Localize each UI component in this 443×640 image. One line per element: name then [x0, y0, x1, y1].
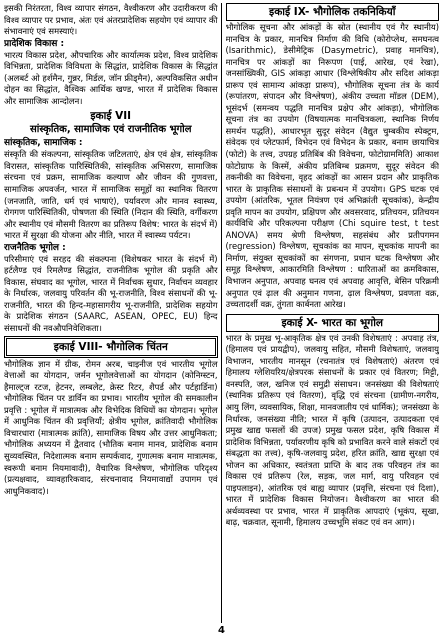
regional-planning-text: भारत्य विकास प्रदेश, औपचारिक और कार्यात्मक प्रदेश, विश्व प्रादेशिक विभिन्नता, प्रादेशिक विविधता के सिद्धांत, प्रादेशिक विकास के सिद्धांत (अलबर्ट ओ हर्शमैन, गुन्नर, मिर्डल, जॉन फ्रीड्मैन), अल्पविकसित अधीन दोहन का सिद्धांत, वैश्विक आर्थिक खण्ड, भारत में प्रादेशिक विकास और सामाजिक आन्दोलन। — [4, 49, 218, 106]
regional-planning-heading: प्रादेशिक विकास : — [4, 38, 65, 49]
unit-7-title: सांस्कृतिक, सामाजिक एवं राजनीतिक भूगोल — [29, 124, 192, 136]
unit-8-text: भौगोलिक ज्ञान में ग्रीक, रोमन अरब, चाइनीज एवं भारतीय भूगोल वेत्ताओं का योगदान, जर्मन भूगोलवेत्ताओं का योगदान (कोनिग्स्टन, हैमाल्ट्ज रटज, हेटनर, लम्बलेट, क्रेस्ट रिटर, शैपर्ड और पर्टहार्डिना) भौगोलिक चिंतन पर डार्विन का प्रभाव। भारतीय भूगोल की समकालीन प्रवृत्ति : भूगोल में मात्रात्मक और विभेदिक विधियों का योगदान। भूगोल में आधुनिक चिंतन की प्रवृत्तियाँ; क्षेत्रीय भूगोल, क्रांतिवादी भौगोलिक विचारधारा (मात्रात्मक क्रांति), सामाजिक विषय और उत्तर आधुनिकता; भौगोलिक अध्ययन में द्वैतवाद (भौतिक बनाम मानव, प्रादेशिक बनाम सुव्यवस्थित, निदेशात्मक बनाम सम्पर्कवाद, गुणात्मक बनाम मात्रात्मक, स्वरूपी बनाम नियमावादी), वैचारिक विश्लेषण, भौगोलिक परिदृश्य (प्रत्यक्षवाद, व्यावहारिकवाद, संरचनावाद नियमावाद्यों उपागम एवं आधुनिकवाद)। — [4, 358, 218, 496]
page-number: 4 — [218, 625, 225, 636]
unit-10-title: इकाई X- भारत का भूगोल — [226, 314, 440, 332]
cultural-social-heading: सांस्कृतिक, सामाजिक : — [4, 138, 83, 149]
intro-paragraph: इसकी निरंतरता, विश्व व्यापार संगठन, वैश्वीकरण और उदारीकरण की विश्व व्यापार पर प्रभाव, अंतः एवं अंतरप्रादेशिक सहयोग एवं व्यापार की संभावनाएं एवं समस्याएं। — [4, 3, 218, 37]
unit-10-text: भारत के प्रमुख भू-आकृतिक क्षेत्र एवं उनकी विशेषताएं : अपवाह तंत्र, (हिमालय एवं प्रायद्वीप), जलवायु सहित, मौसमी विशेषताएं, जलवायु विभाजन, भारतीय मानसून (रचनातंत्र एवं विशेषताएं) अंतरण एवं हिमालय ग्लेशियरिय/क्षेत्रपरक संसाधनों के प्रकार एवं वितरण; मिट्टी, वनस्पति, जल, खनिज एवं समुद्री संसाधन। जनसंख्या की विशेषताएं (स्थानिक प्रतिरूप एवं वितरण), वृद्धि एवं संरचना (ग्रामीण-नगरीय, आयु लिंग, व्यवसायिक, शिक्षा, मानवजातीय एवं धार्मिक); जनसंख्या के निर्धारक, जनसंख्या नीति; भारत में कृषि (उत्पादन, उत्पादकता एवं प्रमुख खाद्य फसलों की उपज) प्रमुख फसल प्रदेश, कृषि विकास में प्रादेशिक विभिन्नता, पर्यावरणीय कृषि को प्रभावित करने वाले संकटों एवं संबद्धता का तत्त्व), कृषि-जलवायु प्रदेश, हरित क्रांति, खाद्य सुरक्षा एवं भोजन का अधिकार, स्वतंत्रता प्राप्ति के बाद तक परिवहन तंत्र का विकास एवं प्रतिरूप (रेल, सड़क, जल मार्ग, वायु परिवहन एवं पाइपलाइन), आंतरिक एवं बाह्य व्यापार (प्रवृत्ति, संरचना एवं दिशा), भारत में प्रादेशिक विकास नियोजन। वैश्वीकरण का भारत की अर्थव्यवस्था पर प्रभाव, भारत में प्राकृतिक आपदाएं (भूकंप, सूखा, बाढ़, चक्रवात, सूनामी, हिमालय उच्चभूमि संकट एवं वन आग)। — [225, 332, 439, 528]
right-column — [226, 3, 440, 623]
left-column — [4, 3, 222, 623]
cultural-social-text: संस्कृति की संकल्पना, सांस्कृतिक जटिलताएं, क्षेत्र एवं क्षेत्र, सांस्कृतिक विरासत, सांस्कृतिक पारिस्थितिकी, सांस्कृतिक अभिसरण, सामाजिक संरचना एवं प्रक्रम, सामाजिक कल्याण और जीवन की गुणवत्ता, सामाजिक अपवर्जन, भारत में सामाजिक समूहों का स्थानिक वितरण (जनजाति, जाति, धर्म एवं भाषाएं), पर्यावरण और मानव स्वास्थ्य, रोगगण पारिस्थितिकी, पोषणता की स्थिति (निदान की स्थिति, वर्गीकरण और स्थानीय एवं मौसमी वितरण का प्रतिरूप विशेष: भारत के संदर्भ में) भारत में सुरक्षा की योजना और नीति, भारत में स्वास्थ्य पर्यटन। — [4, 149, 218, 241]
unit-8-title: इकाई VIII- भौगोलिक चिंतन — [6, 338, 216, 356]
syllabus-page — [4, 3, 439, 623]
political-geography-text: परिसीमाएं एवं सरहद की संकल्पना (विशेषकर भारत के संदर्भ में) हर्टलैण्ड एवं रिमलैण्ड सिद्धांत, राजनीतिक भूगोल की प्रकृति और विकास, संघवाद का भूगोल, भारत में निर्वाचक सुधार, निर्वाचन व्यवहार के निर्धारक, जलवायु परिवर्तन की भू-राजनीति, विश्व संसाधनों की भू-राजनीति, भारत की हिन्द-महासागरीय भू-राजनीति, प्रादेशिक सहयोग के प्रादेशिक संगठन (SAARC, ASEAN, OPEC, EU) हिन्द संसाधनों की नवऔपनिवेशिकता। — [4, 253, 218, 334]
unit-9-text: भौगोलिक सूचना और आंकड़ों के स्रोत (स्थानीय एवं गैर स्थानीय) मानचित्र के प्रकार, मानचित्र निर्माण की विधि (कोरोप्लेथ, समघनत्व (Isarithmic), डेसीमेट्रिक (Dasymetric), प्रवाह मानचित्र), मानचित्र पर आंकड़ों का निरूपण (पाई, आरेख, एवं रेखा), जनसांख्यिकी, GIS आंकड़ा आधार (विश्लेषिकीय और सदिश आंकड़ा प्रारूप एवं सामान्य आंकड़ा प्रारूप), भौगोलिक सूचना तंत्र के कार्य (रूपांतरण, संपादन और विश्लेषण), अंकीय उच्चता मॉडल (DEM), भूसंदर्भ (समन्वय पद्धति मानचित्र प्रक्षेप और आंकड़ा), भौगोलिक सूचना तंत्र का उपयोग (विषयात्मक मानचित्रकला, स्थानिक निर्णय समर्थन पद्धति), आधारभूत सुदूर संवेदन (वैद्युत चुम्बकीय स्पेक्ट्रम, संवेदक एवं प्लेटफार्म, विभेदन एवं विभेदन के प्रकार, बनाम छायाचित्र (फोटो) के तत्त्व, उपग्रह प्रतिबिंब की विवेचना, फोटोग्राममिति) आकाश फोटोग्राफ के किस्में, अंकीय प्रतिबिम्ब प्रक्रमण, सुदूर संवेदन की तकनीकी का विवेचना, वृहद आंकड़ों का आसन प्रदान और प्राकृतिक भारत के प्राकृतिक संसाधनों के प्रबन्धन में उपयोग। GPS घटक एवं उपयोग (आंतरिक, भूतल नियंत्रण एवं अभिक्रांती सूचकांक), केन्द्रीय प्रवृति मापन का उपयोग, प्रक्षिपण और अवसरवाद, प्रतिचयन, प्रतिचयन कार्यविधि और परिकल्पना परीक्षण (Chi squire test, t test ANOVA) समय श्रेणी विश्लेषण, सहसंबंध और प्रतीपगमन (regression) विश्लेषण, सूचकांक का मापन, सूचकांक मापनी का निर्माण, संयुक्त सूचकांकों का संगणना, प्रधान घटक विश्लेषण और समूह विश्लेषण, आकारमिति विश्लेषण : धारिताओं का क्रमविकास, विभाजन अनुपात, अपवाह घनत्व एवं अपवाह आवृत्ति, बेसिन परिक्रमी अनुपात एवं ढ़ाल की अनुमान गणना, ढ़ाल विश्लेषण, प्रवणता वक्र, उच्चतादर्शी वक्र, तुंगता कार्बनता आरेख। — [225, 22, 439, 310]
unit-9-title: इकाई IX- भौगोलिक तकनिकियाँ — [226, 3, 440, 21]
political-geography-heading: राजनैतिक भूगोल : — [4, 242, 66, 253]
unit-7-label: इकाई VII — [90, 110, 132, 123]
